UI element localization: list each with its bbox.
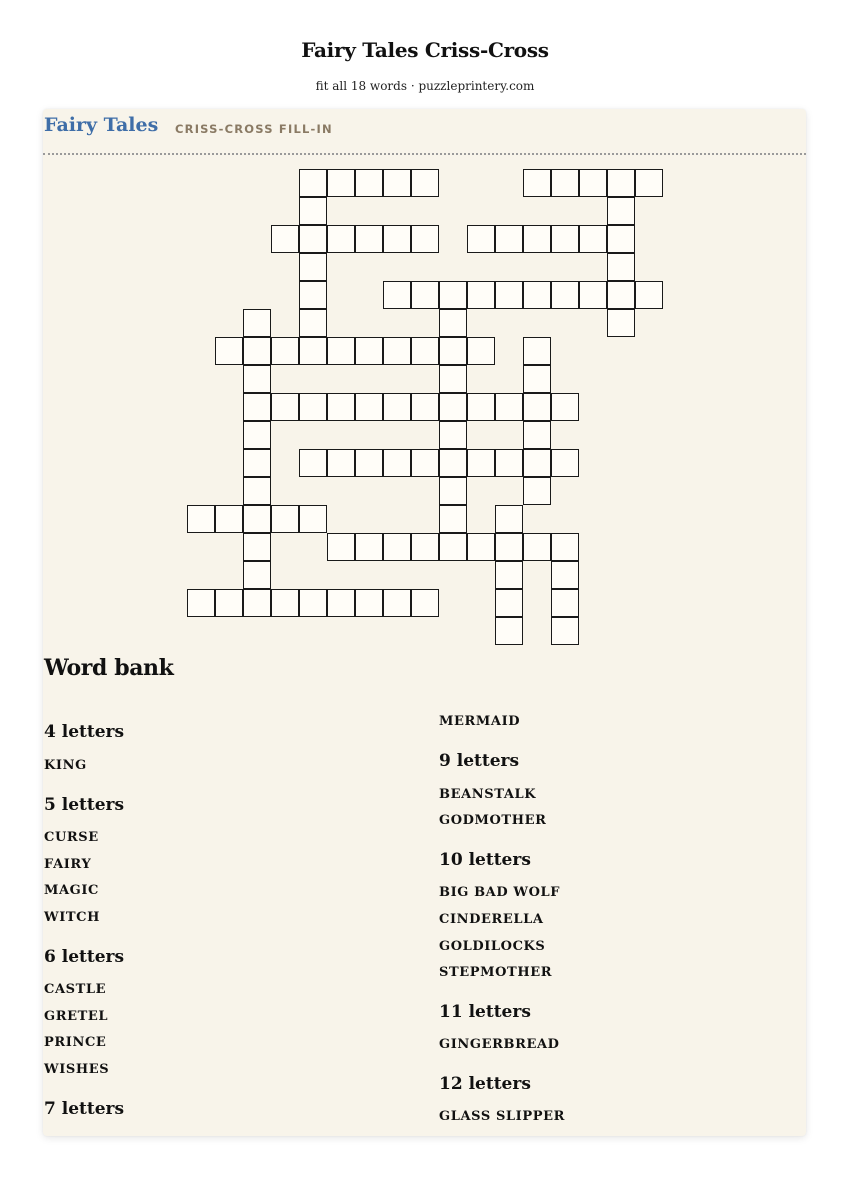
word-big-bad-wolf: BIG BAD WOLF — [439, 885, 561, 900]
grid-cell[interactable] — [523, 421, 551, 449]
grid-cell[interactable] — [467, 337, 495, 365]
grid-cell[interactable] — [299, 589, 327, 617]
group-label-12: 12 letters — [439, 1074, 531, 1094]
grid-cell[interactable] — [523, 281, 551, 309]
grid-cell[interactable] — [411, 225, 439, 253]
grid-cell[interactable] — [551, 449, 579, 477]
grid-cell[interactable] — [327, 589, 355, 617]
group-label-10: 10 letters — [439, 850, 531, 870]
grid-cell[interactable] — [607, 309, 635, 337]
grid-cell[interactable] — [355, 337, 383, 365]
grid-cell[interactable] — [327, 449, 355, 477]
word-curse: CURSE — [44, 830, 99, 845]
grid-cell[interactable] — [579, 225, 607, 253]
grid-cell[interactable] — [327, 393, 355, 421]
grid-cell[interactable] — [551, 589, 579, 617]
grid-cell[interactable] — [495, 561, 523, 589]
grid-cell[interactable] — [467, 533, 495, 561]
grid-cell[interactable] — [523, 393, 551, 421]
grid-cell[interactable] — [523, 449, 551, 477]
grid-cell[interactable] — [383, 533, 411, 561]
grid-cell[interactable] — [551, 533, 579, 561]
grid-cell[interactable] — [243, 505, 271, 533]
word-mermaid: MERMAID — [439, 714, 521, 729]
grid-cell[interactable] — [439, 281, 467, 309]
grid-cell[interactable] — [551, 617, 579, 645]
grid-cell[interactable] — [355, 589, 383, 617]
grid-cell[interactable] — [607, 197, 635, 225]
grid-cell[interactable] — [467, 225, 495, 253]
page-subtitle: fit all 18 words · puzzleprintery.com — [315, 79, 535, 93]
grid-cell[interactable] — [355, 169, 383, 197]
grid-cell[interactable] — [327, 169, 355, 197]
group-label-11: 11 letters — [439, 1002, 531, 1022]
grid-cell[interactable] — [327, 225, 355, 253]
grid-cell[interactable] — [383, 281, 411, 309]
grid-cell[interactable] — [579, 169, 607, 197]
word-gretel: GRETEL — [44, 1009, 109, 1024]
group-label-5: 5 letters — [44, 795, 125, 815]
grid-cell[interactable] — [635, 281, 663, 309]
grid-cell[interactable] — [467, 393, 495, 421]
grid-cell[interactable] — [523, 337, 551, 365]
grid-cell[interactable] — [495, 281, 523, 309]
grid-cell[interactable] — [411, 393, 439, 421]
grid-cell[interactable] — [299, 197, 327, 225]
word-bank-heading: Word bank — [44, 655, 174, 681]
grid-cell[interactable] — [383, 337, 411, 365]
grid-cell[interactable] — [439, 477, 467, 505]
grid-cell[interactable] — [383, 169, 411, 197]
grid-cell[interactable] — [215, 337, 243, 365]
grid-cell[interactable] — [551, 281, 579, 309]
grid-cell[interactable] — [495, 505, 523, 533]
grid-cell[interactable] — [411, 337, 439, 365]
grid-cell[interactable] — [243, 477, 271, 505]
grid-cell[interactable] — [383, 225, 411, 253]
grid-cell[interactable] — [439, 309, 467, 337]
grid-cell[interactable] — [327, 337, 355, 365]
grid-cell[interactable] — [243, 589, 271, 617]
grid-cell[interactable] — [551, 393, 579, 421]
grid-cell[interactable] — [355, 393, 383, 421]
word-beanstalk: BEANSTALK — [439, 787, 537, 802]
word-glass-slipper: GLASS SLIPPER — [439, 1109, 566, 1124]
grid-cell[interactable] — [411, 169, 439, 197]
grid-cell[interactable] — [355, 225, 383, 253]
group-label-7: 7 letters — [44, 1099, 125, 1119]
grid-cell[interactable] — [299, 281, 327, 309]
grid-cell[interactable] — [523, 365, 551, 393]
grid-cell[interactable] — [439, 365, 467, 393]
word-cinderella: CINDERELLA — [439, 912, 544, 927]
grid-cell[interactable] — [243, 449, 271, 477]
grid-cell[interactable] — [299, 253, 327, 281]
word-king: KING — [44, 758, 87, 773]
puzzle-type-label: CRISS-CROSS FILL-IN — [175, 122, 333, 136]
grid-cell[interactable] — [355, 449, 383, 477]
grid-cell[interactable] — [243, 393, 271, 421]
grid-cell[interactable] — [439, 449, 467, 477]
group-label-6: 6 letters — [44, 947, 125, 967]
word-prince: PRINCE — [44, 1035, 107, 1050]
grid-cell[interactable] — [299, 169, 327, 197]
grid-cell[interactable] — [439, 421, 467, 449]
grid-cell[interactable] — [495, 449, 523, 477]
grid-cell[interactable] — [299, 505, 327, 533]
grid-cell[interactable] — [243, 421, 271, 449]
grid-cell[interactable] — [607, 225, 635, 253]
grid-cell[interactable] — [607, 281, 635, 309]
grid-cell[interactable] — [271, 505, 299, 533]
grid-cell[interactable] — [271, 337, 299, 365]
grid-cell[interactable] — [495, 589, 523, 617]
grid-cell[interactable] — [551, 561, 579, 589]
grid-cell[interactable] — [439, 337, 467, 365]
grid-cell[interactable] — [299, 309, 327, 337]
word-goldilocks: GOLDILOCKS — [439, 939, 546, 954]
grid-cell[interactable] — [411, 533, 439, 561]
word-godmother: GODMOTHER — [439, 813, 547, 828]
grid-cell[interactable] — [411, 281, 439, 309]
card-header — [43, 109, 806, 155]
word-magic: MAGIC — [44, 883, 100, 898]
grid-cell[interactable] — [523, 225, 551, 253]
grid-cell[interactable] — [523, 533, 551, 561]
grid-cell[interactable] — [215, 589, 243, 617]
grid-cell[interactable] — [607, 169, 635, 197]
grid-cell[interactable] — [243, 533, 271, 561]
grid-cell[interactable] — [383, 449, 411, 477]
grid-cell[interactable] — [187, 589, 215, 617]
grid-cell[interactable] — [411, 449, 439, 477]
puzzle-title: Fairy Tales — [44, 114, 159, 136]
grid-cell[interactable] — [607, 253, 635, 281]
grid-cell[interactable] — [523, 477, 551, 505]
puzzle-card — [43, 109, 806, 1136]
grid-cell[interactable] — [383, 589, 411, 617]
grid-cell[interactable] — [271, 225, 299, 253]
grid-cell[interactable] — [467, 281, 495, 309]
grid-cell[interactable] — [327, 533, 355, 561]
grid-cell[interactable] — [495, 617, 523, 645]
group-label-4: 4 letters — [44, 722, 125, 742]
grid-cell[interactable] — [215, 505, 243, 533]
grid-cell[interactable] — [579, 281, 607, 309]
word-fairy: FAIRY — [44, 857, 92, 872]
grid-cell[interactable] — [551, 169, 579, 197]
grid-cell[interactable] — [299, 393, 327, 421]
grid-cell[interactable] — [299, 449, 327, 477]
word-castle: CASTLE — [44, 982, 107, 997]
grid-cell[interactable] — [383, 393, 411, 421]
grid-cell[interactable] — [355, 533, 383, 561]
grid-cell[interactable] — [467, 449, 495, 477]
grid-cell[interactable] — [411, 589, 439, 617]
word-witch: WITCH — [44, 910, 100, 925]
group-label-9: 9 letters — [439, 751, 520, 771]
page-title: Fairy Tales Criss-Cross — [301, 38, 549, 62]
grid-cell[interactable] — [495, 225, 523, 253]
grid-cell[interactable] — [551, 225, 579, 253]
grid-cell[interactable] — [439, 505, 467, 533]
grid-cell[interactable] — [495, 393, 523, 421]
grid-cell[interactable] — [299, 225, 327, 253]
grid-cell[interactable] — [271, 393, 299, 421]
grid-cell[interactable] — [271, 589, 299, 617]
grid-cell[interactable] — [243, 561, 271, 589]
grid-cell[interactable] — [439, 393, 467, 421]
grid-cell[interactable] — [243, 337, 271, 365]
grid-cell[interactable] — [243, 365, 271, 393]
word-gingerbread: GINGERBREAD — [439, 1037, 560, 1052]
grid-cell[interactable] — [299, 337, 327, 365]
grid-cell[interactable] — [523, 169, 551, 197]
grid-cell[interactable] — [439, 533, 467, 561]
grid-cell[interactable] — [243, 309, 271, 337]
grid-cell[interactable] — [635, 169, 663, 197]
word-wishes: WISHES — [44, 1062, 110, 1077]
grid-cell[interactable] — [495, 533, 523, 561]
word-stepmother: STEPMOTHER — [439, 965, 553, 980]
grid-cell[interactable] — [187, 505, 215, 533]
